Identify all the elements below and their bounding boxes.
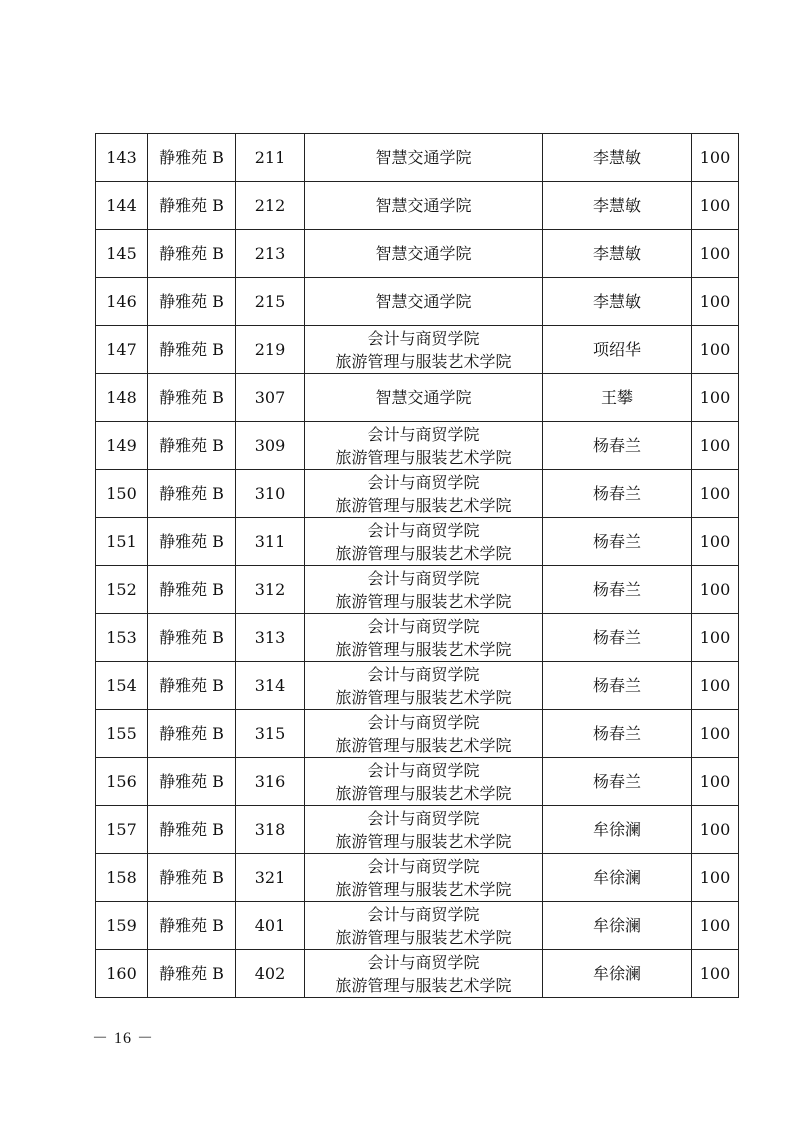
cell-score: 100: [692, 662, 739, 710]
cell-room: 212: [236, 182, 305, 230]
table-body: [96, 134, 739, 998]
cell-score: 100: [692, 758, 739, 806]
cell-number: 159: [96, 902, 148, 950]
college-line: 会计与商贸学院: [367, 520, 480, 540]
cell-number: 157: [96, 806, 148, 854]
cell-person: 杨春兰: [543, 422, 692, 470]
cell-room: 310: [236, 470, 305, 518]
cell-building: 静雅苑 B: [148, 230, 236, 278]
cell-room: 211: [236, 134, 305, 182]
cell-person: 杨春兰: [543, 470, 692, 518]
cell-building: 静雅苑 B: [148, 422, 236, 470]
cell-college: [305, 854, 543, 902]
cell-number: 158: [96, 854, 148, 902]
cell-building: 静雅苑 B: [148, 806, 236, 854]
cell-building: 静雅苑 B: [148, 374, 236, 422]
cell-room: 318: [236, 806, 305, 854]
table-row: [96, 902, 739, 950]
cell-room: 307: [236, 374, 305, 422]
cell-score: 100: [692, 182, 739, 230]
cell-person: 李慧敏: [543, 182, 692, 230]
cell-college: [305, 662, 543, 710]
college-line: 会计与商贸学院: [367, 328, 480, 348]
table-row: [96, 518, 739, 566]
cell-college: [305, 566, 543, 614]
cell-room: 219: [236, 326, 305, 374]
college-line: 会计与商贸学院: [367, 760, 480, 780]
college-line: 智慧交通学院: [375, 244, 472, 263]
college-line: 旅游管理与服装艺术学院: [335, 687, 512, 707]
table-row: [96, 134, 739, 182]
cell-number: 144: [96, 182, 148, 230]
table-row: [96, 710, 739, 758]
table-row: [96, 182, 739, 230]
college-line: 智慧交通学院: [375, 388, 472, 407]
table-row: [96, 422, 739, 470]
cell-room: 314: [236, 662, 305, 710]
cell-building: 静雅苑 B: [148, 518, 236, 566]
cell-number: 145: [96, 230, 148, 278]
cell-person: 李慧敏: [543, 278, 692, 326]
college-line: 会计与商贸学院: [367, 808, 480, 828]
table-row: [96, 374, 739, 422]
cell-building: 静雅苑 B: [148, 566, 236, 614]
cell-building: 静雅苑 B: [148, 326, 236, 374]
cell-person: 李慧敏: [543, 134, 692, 182]
cell-number: 155: [96, 710, 148, 758]
table-row: [96, 326, 739, 374]
cell-building: 静雅苑 B: [148, 854, 236, 902]
cell-score: 100: [692, 950, 739, 998]
cell-building: 静雅苑 B: [148, 614, 236, 662]
cell-number: 146: [96, 278, 148, 326]
cell-person: 牟徐澜: [543, 950, 692, 998]
cell-college: [305, 518, 543, 566]
cell-score: 100: [692, 278, 739, 326]
college-line: 会计与商贸学院: [367, 952, 480, 972]
college-line: 智慧交通学院: [375, 292, 472, 311]
cell-score: 100: [692, 134, 739, 182]
cell-room: 215: [236, 278, 305, 326]
table-row: [96, 950, 739, 998]
cell-score: 100: [692, 902, 739, 950]
college-line: 会计与商贸学院: [367, 856, 480, 876]
cell-score: 100: [692, 710, 739, 758]
college-line: 旅游管理与服装艺术学院: [335, 495, 512, 515]
cell-building: 静雅苑 B: [148, 710, 236, 758]
table-row: [96, 470, 739, 518]
cell-person: 牟徐澜: [543, 854, 692, 902]
cell-building: 静雅苑 B: [148, 950, 236, 998]
cell-room: 312: [236, 566, 305, 614]
cell-room: 313: [236, 614, 305, 662]
cell-number: 153: [96, 614, 148, 662]
cell-building: 静雅苑 B: [148, 278, 236, 326]
cell-score: 100: [692, 614, 739, 662]
college-line: 旅游管理与服装艺术学院: [335, 879, 512, 899]
college-line: 会计与商贸学院: [367, 904, 480, 924]
cell-room: 309: [236, 422, 305, 470]
table-row: [96, 854, 739, 902]
cell-college: [305, 278, 543, 326]
college-line: 会计与商贸学院: [367, 664, 480, 684]
college-line: 旅游管理与服装艺术学院: [335, 639, 512, 659]
cell-building: 静雅苑 B: [148, 902, 236, 950]
cell-room: 321: [236, 854, 305, 902]
cell-building: 静雅苑 B: [148, 182, 236, 230]
cell-person: 王攀: [543, 374, 692, 422]
cell-person: 杨春兰: [543, 710, 692, 758]
college-line: 智慧交通学院: [375, 196, 472, 215]
cell-college: [305, 614, 543, 662]
table-row: [96, 806, 739, 854]
cell-number: 150: [96, 470, 148, 518]
cell-number: 147: [96, 326, 148, 374]
cell-college: [305, 470, 543, 518]
cell-person: 杨春兰: [543, 518, 692, 566]
table-row: [96, 758, 739, 806]
college-line: 旅游管理与服装艺术学院: [335, 735, 512, 755]
cell-number: 148: [96, 374, 148, 422]
cell-college: [305, 326, 543, 374]
cell-score: 100: [692, 566, 739, 614]
table-row: [96, 662, 739, 710]
page-number: － 16 －: [92, 1030, 155, 1047]
cell-number: 143: [96, 134, 148, 182]
cell-college: [305, 950, 543, 998]
cell-score: 100: [692, 374, 739, 422]
college-line: 旅游管理与服装艺术学院: [335, 591, 512, 611]
cell-room: 315: [236, 710, 305, 758]
college-line: 旅游管理与服装艺术学院: [335, 783, 512, 803]
cell-person: 杨春兰: [543, 614, 692, 662]
cell-building: 静雅苑 B: [148, 470, 236, 518]
cell-building: 静雅苑 B: [148, 758, 236, 806]
college-line: 旅游管理与服装艺术学院: [335, 543, 512, 563]
cell-number: 149: [96, 422, 148, 470]
cell-person: 杨春兰: [543, 566, 692, 614]
cell-score: 100: [692, 230, 739, 278]
cell-college: [305, 710, 543, 758]
cell-room: 213: [236, 230, 305, 278]
college-line: 会计与商贸学院: [367, 424, 480, 444]
cell-score: 100: [692, 470, 739, 518]
table-row: [96, 230, 739, 278]
college-line: 旅游管理与服装艺术学院: [335, 447, 512, 467]
cell-score: 100: [692, 422, 739, 470]
college-line: 智慧交通学院: [375, 148, 472, 167]
college-line: 旅游管理与服装艺术学院: [335, 927, 512, 947]
cell-college: [305, 230, 543, 278]
college-line: 旅游管理与服装艺术学院: [335, 351, 512, 371]
cell-college: [305, 134, 543, 182]
cell-person: 牟徐澜: [543, 806, 692, 854]
table-row: [96, 614, 739, 662]
college-line: 会计与商贸学院: [367, 712, 480, 732]
cell-college: [305, 758, 543, 806]
cell-building: 静雅苑 B: [148, 134, 236, 182]
college-line: 会计与商贸学院: [367, 568, 480, 588]
cell-score: 100: [692, 806, 739, 854]
cell-score: 100: [692, 518, 739, 566]
cell-score: 100: [692, 854, 739, 902]
table-row: [96, 278, 739, 326]
cell-number: 151: [96, 518, 148, 566]
college-line: 会计与商贸学院: [367, 616, 480, 636]
cell-room: 311: [236, 518, 305, 566]
cell-room: 401: [236, 902, 305, 950]
dorm-inspection-table: [95, 133, 739, 998]
cell-college: [305, 902, 543, 950]
cell-building: 静雅苑 B: [148, 662, 236, 710]
cell-person: 李慧敏: [543, 230, 692, 278]
cell-person: 项绍华: [543, 326, 692, 374]
cell-number: 154: [96, 662, 148, 710]
cell-number: 156: [96, 758, 148, 806]
cell-college: [305, 182, 543, 230]
college-line: 旅游管理与服装艺术学院: [335, 975, 512, 995]
cell-score: 100: [692, 326, 739, 374]
cell-room: 402: [236, 950, 305, 998]
table-row: [96, 566, 739, 614]
cell-college: [305, 374, 543, 422]
college-line: 会计与商贸学院: [367, 472, 480, 492]
college-line: 旅游管理与服装艺术学院: [335, 831, 512, 851]
cell-room: 316: [236, 758, 305, 806]
cell-number: 152: [96, 566, 148, 614]
cell-college: [305, 422, 543, 470]
cell-college: [305, 806, 543, 854]
cell-number: 160: [96, 950, 148, 998]
cell-person: 杨春兰: [543, 662, 692, 710]
cell-person: 杨春兰: [543, 758, 692, 806]
cell-person: 牟徐澜: [543, 902, 692, 950]
